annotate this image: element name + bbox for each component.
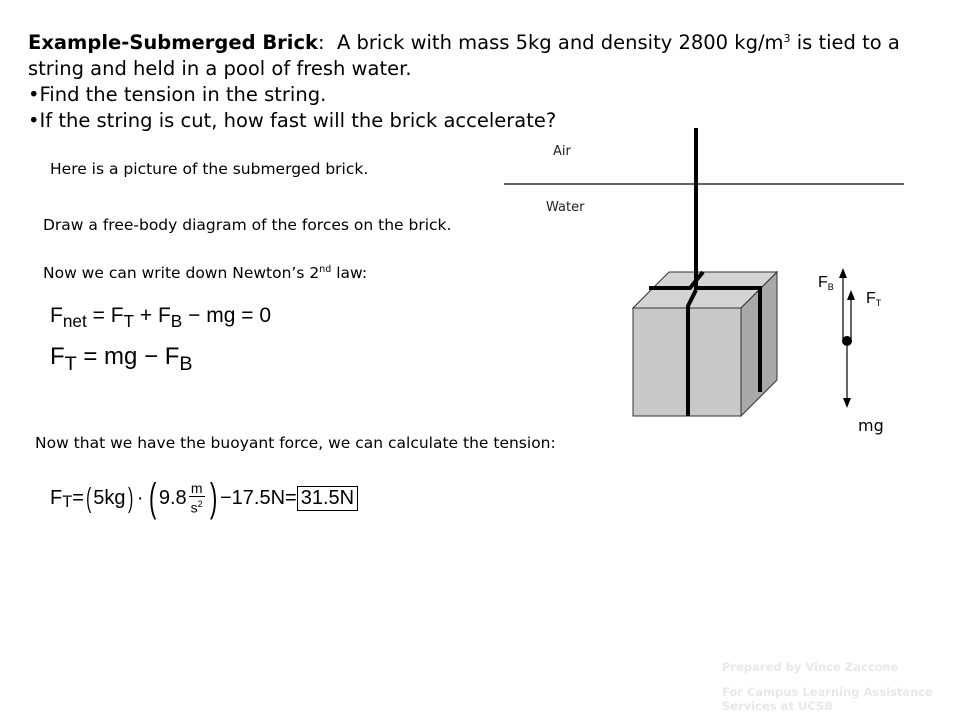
equation-tension-value: F T = ( 5kg ) · ( 9.8 $\frac{m}{s^2}$ ) − 17.5N = 31.5N (50, 474, 358, 522)
weight-label: mg (858, 416, 884, 435)
problem-title: Example-Submerged Brick (28, 31, 319, 54)
water-label: Water (546, 200, 585, 215)
footer-prepared-by: Prepared by Vince Zaccone (722, 660, 899, 674)
footer-credit: For Campus Learning Assistance Services at UCSB (722, 685, 933, 713)
buoyant-force-label: FB (818, 274, 834, 292)
tension-result-box: 31.5N (297, 486, 358, 511)
bullet-tension: •Find the tension in the string. (28, 83, 327, 106)
equation-tension: $F_T$ = mg − $F_B$ (50, 343, 193, 375)
problem-text: A brick with mass 5kg and density 2800 kg/m (337, 31, 784, 54)
tension-force-label: FT (866, 290, 882, 308)
weight-arrowhead (843, 398, 851, 408)
problem-statement: Example-Submerged Brick: A brick with mass 5kg and density 2800 $kg/m^3$ is tied to a string and held in a pool of fresh water. •Find the tension in the string. •If the string is cut, how fast will the brick accelerate? (28, 26, 928, 134)
tension-arrowhead (847, 290, 855, 300)
newton-law-text: Now we can write down Newton’s 2nd law: (43, 264, 368, 282)
bullet-acceleration: •If the string is cut, how fast will the brick accelerate? (28, 109, 557, 132)
air-label: Air (553, 144, 571, 159)
picture-caption: Here is a picture of the submerged brick. (50, 160, 369, 178)
tension-prompt: Now that we have the buoyant force, we can calculate the tension: (35, 434, 556, 452)
buoyant-arrowhead (839, 268, 847, 278)
equation-net-force: $F_{net} = F_T + F_B$ − mg = 0 (50, 304, 271, 331)
fbd-prompt: Draw a free-body diagram of the forces on the brick. (43, 216, 452, 234)
